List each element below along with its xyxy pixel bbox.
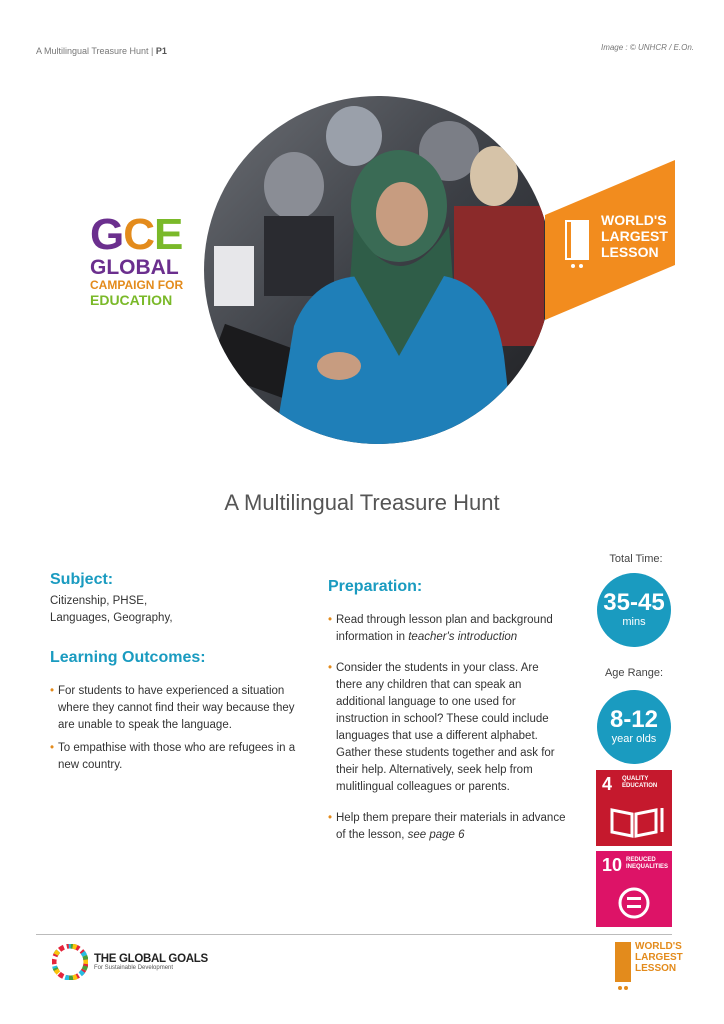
subject-line-2: Languages, Geography, bbox=[50, 612, 173, 624]
hero-photo bbox=[204, 96, 552, 444]
age-range-badge bbox=[597, 690, 671, 764]
global-goals-text bbox=[94, 953, 208, 971]
classroom-photo-illustration bbox=[204, 96, 552, 444]
gce-letter-c: C bbox=[123, 210, 155, 259]
wll-footer-line1: WORLD'S bbox=[635, 941, 682, 952]
sdg-4-number: 4 bbox=[602, 774, 613, 794]
gce-logo bbox=[90, 210, 200, 308]
page-number: P1 bbox=[155, 46, 167, 56]
wll-banner-text bbox=[601, 212, 668, 260]
sdg-10-tile bbox=[596, 851, 672, 927]
wll-banner-line2: LARGEST bbox=[601, 228, 668, 244]
subject-heading: Subject: bbox=[50, 571, 114, 588]
gce-campaign: CAMPAIGN FOR bbox=[90, 278, 184, 292]
wll-footer-logo bbox=[613, 940, 683, 996]
list-item: • For students to have experienced a situation where they cannot find their way because they are unable to speak the language. bbox=[50, 683, 310, 734]
wll-footer-line2: LARGEST bbox=[635, 952, 683, 963]
prep-item-1-italic: teacher's introduction bbox=[408, 631, 518, 643]
global-goals-subtitle: For Sustainable Development bbox=[94, 965, 174, 971]
list-item: • Consider the students in your class. Are there any children that can speak an additional language to one used for instruction in school? These could include languages that use a different alphabet. Gather these students together and ask for their help. Alternatively, seek help from mulitlingual colleagues or parents. bbox=[328, 660, 568, 796]
gce-letters bbox=[90, 210, 200, 259]
total-time-value: 35-45 bbox=[603, 589, 665, 616]
wll-banner bbox=[545, 160, 675, 320]
gce-letter-g: G bbox=[90, 210, 124, 259]
global-goals-logo bbox=[52, 944, 208, 980]
list-item: • To empathise with those who are refugees in a new country. bbox=[50, 740, 310, 774]
sdg-4-tile bbox=[596, 770, 672, 846]
list-item bbox=[328, 612, 568, 646]
doc-title: A Multilingual Treasure Hunt | bbox=[36, 46, 156, 56]
preparation-list bbox=[328, 612, 568, 858]
image-credit: Image : © UNHCR / E.On. bbox=[600, 43, 694, 52]
learning-outcomes-heading: Learning Outcomes: bbox=[50, 649, 206, 666]
gce-letter-e: E bbox=[154, 210, 183, 259]
footer-divider bbox=[36, 934, 672, 935]
open-book-icon bbox=[596, 770, 672, 846]
total-time-unit: mins bbox=[622, 616, 646, 628]
list-item bbox=[328, 810, 568, 844]
wll-footer-text bbox=[635, 941, 683, 974]
age-range-value: 8-12 bbox=[609, 706, 659, 733]
global-goals-wheel-icon bbox=[52, 944, 88, 980]
sdg-10-label: REDUCED INEQUALITIES bbox=[626, 857, 669, 870]
preparation-heading: Preparation: bbox=[328, 578, 423, 595]
wll-footer-line3: LESSON bbox=[635, 963, 677, 974]
gce-global: GLOBAL bbox=[90, 256, 179, 279]
total-time-badge bbox=[597, 573, 671, 647]
lesson-title: A Multilingual Treasure Hunt bbox=[224, 490, 500, 515]
subject-line-1: Citizenship, PHSE, bbox=[50, 595, 148, 607]
wll-banner-line3: LESSON bbox=[601, 244, 659, 260]
wll-banner-line1: WORLD'S bbox=[601, 212, 667, 228]
total-time-label: Total Time: bbox=[609, 553, 663, 565]
learning-outcomes-list bbox=[50, 683, 310, 780]
prep-item-3-italic: see page 6 bbox=[407, 829, 465, 841]
equals-circle-icon bbox=[596, 851, 672, 927]
gce-education: EDUCATION bbox=[90, 292, 173, 308]
global-goals-title: THE GLOBAL GOALS bbox=[94, 953, 208, 965]
subject-text bbox=[50, 593, 250, 627]
page-header bbox=[36, 46, 167, 56]
sdg-10-number: 10 bbox=[602, 855, 623, 875]
prep-item-1-text: Read through lesson plan and background information in bbox=[336, 614, 553, 643]
sdg-4-label: QUALITY EDUCATION bbox=[622, 776, 658, 789]
age-range-label: Age Range: bbox=[604, 667, 664, 679]
book-icon bbox=[613, 940, 633, 996]
prep-item-3-text: Help them prepare their materials in advance of the lesson, bbox=[336, 812, 566, 841]
age-range-unit: year olds bbox=[611, 733, 657, 745]
